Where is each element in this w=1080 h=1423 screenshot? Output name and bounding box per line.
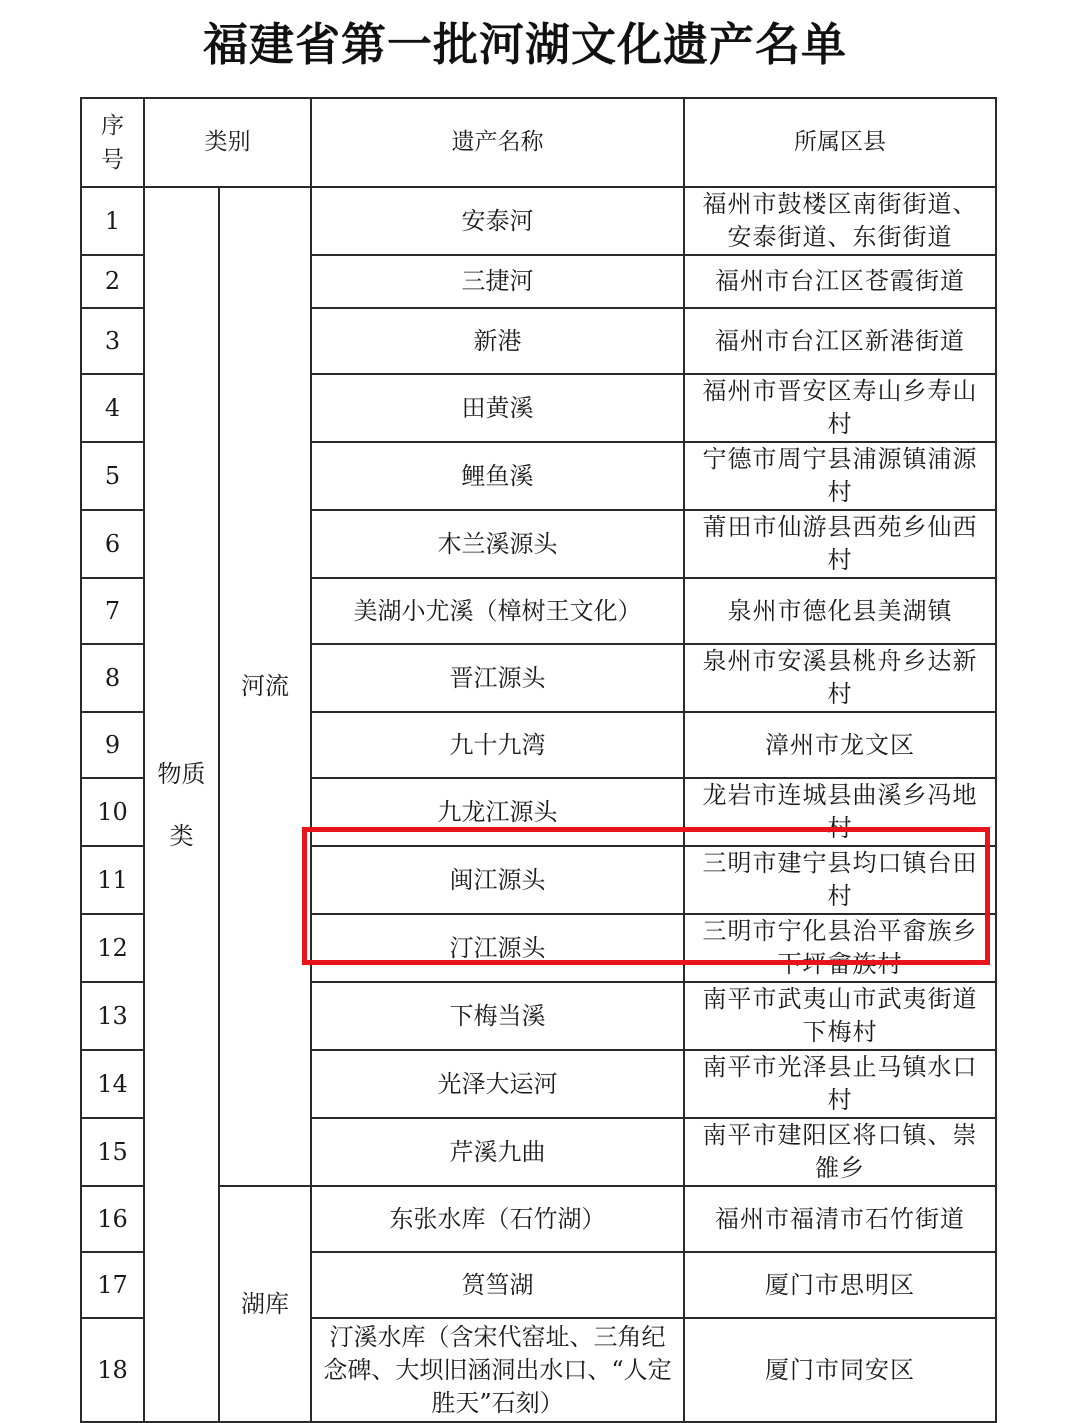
heritage-name: 光泽大运河 [311,1050,684,1118]
header-name: 遗产名称 [311,98,684,187]
heritage-table [80,97,997,1423]
heritage-district: 南平市光泽县止马镇水口村 [684,1050,996,1118]
heritage-district: 福州市台江区新港街道 [684,308,996,374]
heritage-name: 九龙江源头 [311,778,684,846]
heritage-district: 泉州市安溪县桃舟乡达新村 [684,644,996,712]
highlight-box [302,827,990,965]
heritage-district: 福州市福清市石竹街道 [684,1186,996,1252]
heritage-name: 九十九湾 [311,712,684,778]
row-number: 15 [81,1118,144,1186]
row-number: 16 [81,1186,144,1252]
heritage-name: 晋江源头 [311,644,684,712]
table-row [81,187,996,255]
document-title: 福建省第一批河湖文化遗产名单 [202,18,847,71]
heritage-name: 下梅当溪 [311,982,684,1050]
heritage-district: 泉州市德化县美湖镇 [684,578,996,644]
header-seq: 序 号 [81,98,144,187]
header-district: 所属区县 [684,98,996,187]
row-number: 6 [81,510,144,578]
table-row [81,1186,996,1252]
heritage-name: 安泰河 [311,187,684,255]
heritage-name: 闽江源头 [311,846,684,914]
header-category: 类别 [144,98,311,187]
row-number: 12 [81,914,144,982]
heritage-name: 木兰溪源头 [311,510,684,578]
heritage-district: 厦门市同安区 [684,1318,996,1422]
subcategory-river: 河流 [219,187,311,1186]
row-number: 8 [81,644,144,712]
heritage-name: 汀江源头 [311,914,684,982]
heritage-name: 芹溪九曲 [311,1118,684,1186]
heritage-district: 福州市晋安区寿山乡寿山村 [684,374,996,442]
heritage-name: 美湖小尤溪（樟树王文化） [311,578,684,644]
row-number: 14 [81,1050,144,1118]
row-number: 11 [81,846,144,914]
heritage-name: 田黄溪 [311,374,684,442]
heritage-district: 三明市建宁县均口镇台田村 [684,846,996,914]
row-number: 10 [81,778,144,846]
heritage-name: 汀溪水库（含宋代窑址、三角纪念碑、大坝旧涵洞出水口、“人定胜天”石刻） [311,1318,684,1422]
subcategory-lake: 湖库 [219,1186,311,1422]
heritage-district: 厦门市思明区 [684,1252,996,1318]
row-number: 1 [81,187,144,255]
row-number: 3 [81,308,144,374]
row-number: 2 [81,255,144,308]
row-number: 9 [81,712,144,778]
heritage-district: 三明市宁化县治平畲族乡下坪畲族村 [684,914,996,982]
row-number: 17 [81,1252,144,1318]
heritage-district: 漳州市龙文区 [684,712,996,778]
row-number: 18 [81,1318,144,1422]
row-number: 4 [81,374,144,442]
heritage-district: 福州市台江区苍霞街道 [684,255,996,308]
category-material: 物质 类 [144,187,219,1422]
row-number: 5 [81,442,144,510]
heritage-name: 筼筜湖 [311,1252,684,1318]
heritage-name: 三捷河 [311,255,684,308]
table-header-row [81,98,996,187]
row-number: 7 [81,578,144,644]
heritage-district: 南平市武夷山市武夷街道下梅村 [684,982,996,1050]
heritage-district: 宁德市周宁县浦源镇浦源村 [684,442,996,510]
heritage-district: 福州市鼓楼区南街街道、安泰街道、东街街道 [684,187,996,255]
heritage-name: 新港 [311,308,684,374]
row-number: 13 [81,982,144,1050]
heritage-name: 鲤鱼溪 [311,442,684,510]
heritage-district: 莆田市仙游县西苑乡仙西村 [684,510,996,578]
heritage-district: 龙岩市连城县曲溪乡冯地村 [684,778,996,846]
heritage-name: 东张水库（石竹湖） [311,1186,684,1252]
heritage-district: 南平市建阳区将口镇、崇雒乡 [684,1118,996,1186]
